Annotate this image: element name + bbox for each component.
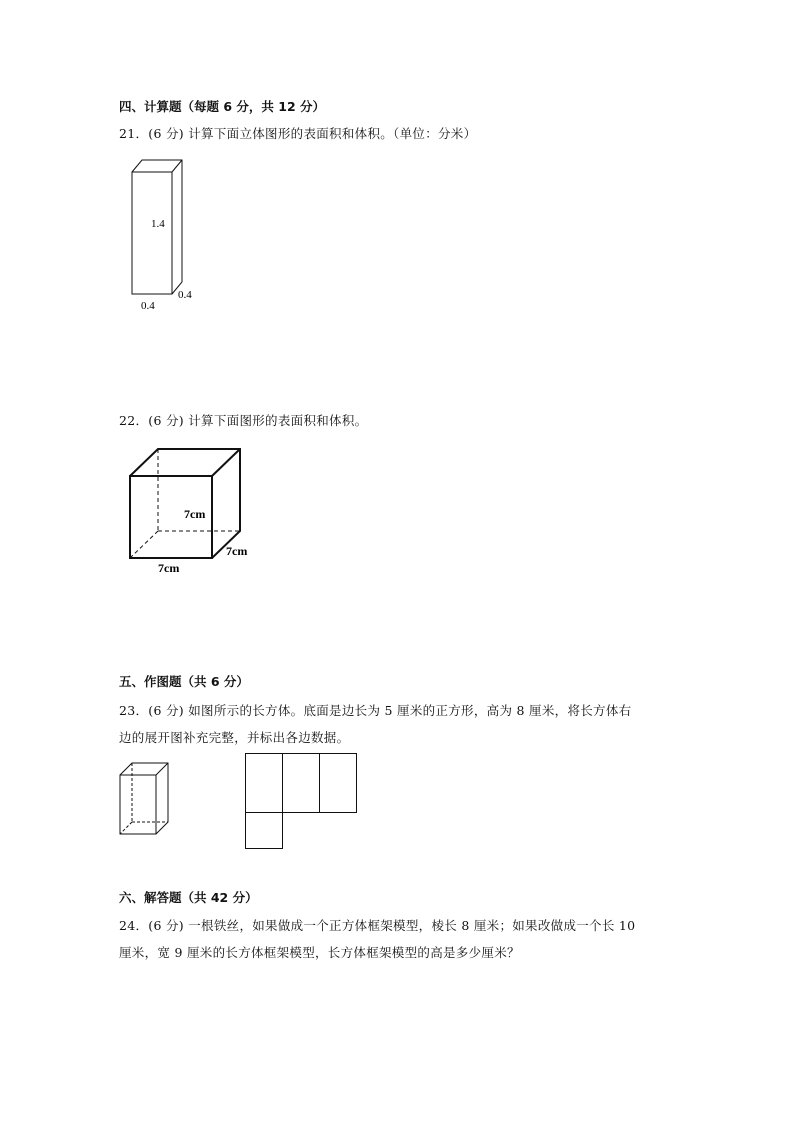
q21-width-label: 0.4 bbox=[141, 300, 155, 312]
question-23-line2: 边的展开图补充完整，并标出各边数据。 bbox=[119, 730, 350, 745]
q22-width-label: 7cm bbox=[158, 561, 180, 575]
section-5-title: 五、作图题（共 6 分） bbox=[119, 674, 249, 689]
q23-net-diagram bbox=[244, 752, 360, 852]
q22-depth-label: 7cm bbox=[226, 544, 248, 558]
question-24-line1: 24．(6 分) 一根铁丝，如果做成一个正方体框架模型，棱长 8 厘米；如果改做成一个长 10 bbox=[119, 918, 636, 933]
section-4-title: 四、计算题（每题 6 分，共 12 分） bbox=[119, 99, 326, 114]
question-22-text: 22．(6 分) 计算下面图形的表面积和体积。 bbox=[119, 413, 368, 428]
q22-height-label: 7cm bbox=[184, 507, 206, 521]
q22-cube-figure bbox=[120, 440, 260, 580]
question-23-line1: 23．(6 分) 如图所示的长方体。底面是边长为 5 厘米的正方形，高为 8 厘米，将长方体右 bbox=[119, 703, 632, 718]
q23-cuboid-figure bbox=[115, 757, 175, 839]
q21-height-label: 1.4 bbox=[151, 218, 165, 230]
section-6-title: 六、解答题（共 42 分） bbox=[119, 890, 258, 905]
question-21-text: 21．(6 分) 计算下面立体图形的表面积和体积。（单位：分米） bbox=[119, 126, 477, 141]
q21-cuboid-figure bbox=[120, 150, 210, 315]
question-24-line2: 厘米，宽 9 厘米的长方体框架模型，长方体框架模型的高是多少厘米？ bbox=[119, 945, 520, 960]
q21-depth-label: 0.4 bbox=[178, 289, 192, 301]
